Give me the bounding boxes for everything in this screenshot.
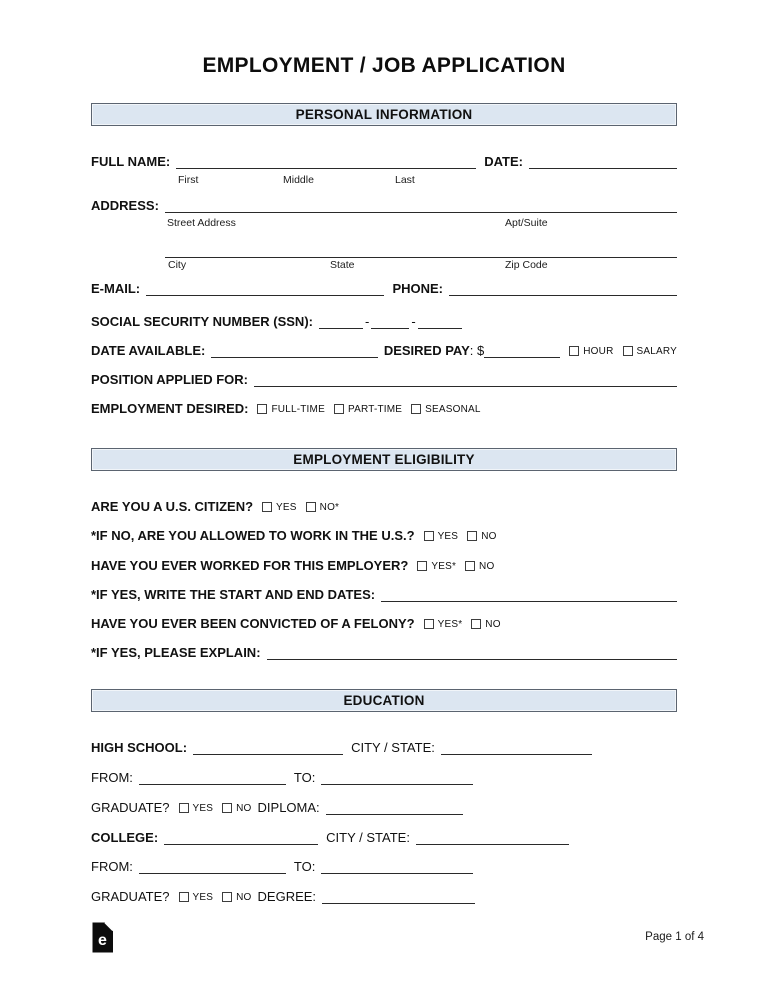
start-end-dates-label: *IF YES, WRITE THE START AND END DATES: xyxy=(91,587,376,602)
worked-yes-checkbox[interactable] xyxy=(417,561,427,571)
full-time-option-label: FULL-TIME xyxy=(271,404,325,415)
college-city-state-input-line[interactable] xyxy=(416,831,569,845)
eforms-document-logo-icon xyxy=(91,922,114,953)
high-school-graduate-yes-option-label: YES xyxy=(192,803,214,814)
high-school-graduate-no-option-label: NO xyxy=(236,803,252,814)
section-header-personal-information: PERSONAL INFORMATION xyxy=(91,103,677,126)
citizen-yes-checkbox[interactable] xyxy=(262,502,272,512)
citizen-no-checkbox[interactable] xyxy=(306,502,316,512)
page-title: EMPLOYMENT / JOB APPLICATION xyxy=(202,54,566,77)
section-header-employment-eligibility: EMPLOYMENT ELIGIBILITY xyxy=(91,448,677,471)
degree-input-line[interactable] xyxy=(322,890,475,904)
allowed-no-option-label: NO xyxy=(481,531,497,542)
college-graduate-no-option-label: NO xyxy=(236,892,252,903)
street-address-input-line[interactable] xyxy=(165,199,677,213)
college-from-label: FROM: xyxy=(91,859,133,874)
college-graduate-no-checkbox[interactable] xyxy=(222,892,232,902)
high-school-graduate-no-checkbox[interactable] xyxy=(222,803,232,813)
worked-no-option-label: NO xyxy=(479,561,495,572)
employment-part-time-checkbox[interactable] xyxy=(334,404,344,414)
seasonal-option-label: SEASONAL xyxy=(425,404,481,415)
high-school-city-state-label: CITY / STATE: xyxy=(351,740,435,755)
pay-hour-checkbox[interactable] xyxy=(569,346,579,356)
high-school-city-state-input-line[interactable] xyxy=(441,741,592,755)
date-available-label: DATE AVAILABLE: xyxy=(91,343,206,358)
employment-desired-label: EMPLOYMENT DESIRED: xyxy=(91,401,249,416)
position-applied-for-label: POSITION APPLIED FOR: xyxy=(91,372,248,387)
felony-no-option-label: NO xyxy=(485,619,501,630)
worked-no-checkbox[interactable] xyxy=(465,561,475,571)
zip-code-sublabel: Zip Code xyxy=(505,259,548,271)
pay-salary-option-label: SALARY xyxy=(636,346,677,357)
worked-for-employer-question-label: HAVE YOU EVER WORKED FOR THIS EMPLOYER? xyxy=(91,558,409,573)
svg-text:e: e xyxy=(98,932,107,949)
date-available-input-line[interactable] xyxy=(211,344,377,358)
ssn-part2-input-line[interactable] xyxy=(371,315,409,329)
state-sublabel: State xyxy=(330,259,355,271)
high-school-input-line[interactable] xyxy=(193,741,343,755)
felony-yes-checkbox[interactable] xyxy=(424,619,434,629)
desired-pay-input-line[interactable] xyxy=(484,344,560,358)
ssn-part1-input-line[interactable] xyxy=(319,315,363,329)
high-school-from-input-line[interactable] xyxy=(139,771,286,785)
apt-suite-sublabel: Apt/Suite xyxy=(505,217,548,229)
degree-label: DEGREE: xyxy=(257,889,317,904)
part-time-option-label: PART-TIME xyxy=(347,404,403,415)
desired-pay-prefix: : $ xyxy=(469,343,485,358)
email-input-line[interactable] xyxy=(146,282,384,296)
us-citizen-question-label: ARE YOU A U.S. CITIZEN? xyxy=(91,499,254,514)
ssn-label: SOCIAL SECURITY NUMBER (SSN): xyxy=(91,314,313,329)
allowed-yes-option-label: YES xyxy=(437,531,459,542)
college-from-input-line[interactable] xyxy=(139,860,286,874)
high-school-label: HIGH SCHOOL: xyxy=(91,740,188,755)
address-label: ADDRESS: xyxy=(91,198,159,213)
street-address-sublabel: Street Address xyxy=(167,217,236,229)
name-last-sublabel: Last xyxy=(395,174,415,186)
felony-no-checkbox[interactable] xyxy=(471,619,481,629)
ssn-part3-input-line[interactable] xyxy=(418,315,462,329)
page-indicator: Page 1 of 4 xyxy=(645,931,704,943)
felony-explain-input-line[interactable] xyxy=(267,646,677,660)
high-school-from-label: FROM: xyxy=(91,770,133,785)
phone-label: PHONE: xyxy=(392,281,443,296)
college-to-input-line[interactable] xyxy=(321,860,473,874)
college-label: COLLEGE: xyxy=(91,830,159,845)
employment-seasonal-checkbox[interactable] xyxy=(411,404,421,414)
date-input-line[interactable] xyxy=(529,155,677,169)
full-name-input-line[interactable] xyxy=(176,155,476,169)
name-middle-sublabel: Middle xyxy=(283,174,314,186)
college-city-state-label: CITY / STATE: xyxy=(326,830,410,845)
employment-full-time-checkbox[interactable] xyxy=(257,404,267,414)
date-label: DATE: xyxy=(484,154,523,169)
pay-hour-option-label: HOUR xyxy=(583,346,614,357)
pay-salary-checkbox[interactable] xyxy=(623,346,633,356)
felony-yes-option-label: YES* xyxy=(437,619,463,630)
diploma-label: DIPLOMA: xyxy=(257,800,320,815)
phone-input-line[interactable] xyxy=(449,282,677,296)
ssn-separator: - xyxy=(411,314,416,329)
diploma-input-line[interactable] xyxy=(326,801,463,815)
start-end-dates-input-line[interactable] xyxy=(381,588,677,602)
position-applied-for-input-line[interactable] xyxy=(254,373,677,387)
high-school-graduate-label: GRADUATE? xyxy=(91,800,170,815)
college-graduate-label: GRADUATE? xyxy=(91,889,170,904)
allowed-no-checkbox[interactable] xyxy=(467,531,477,541)
college-input-line[interactable] xyxy=(164,831,318,845)
email-label: E-MAIL: xyxy=(91,281,141,296)
ssn-separator: - xyxy=(364,314,370,329)
high-school-to-label: TO: xyxy=(293,770,316,785)
section-header-education: EDUCATION xyxy=(91,689,677,712)
felony-question-label: HAVE YOU EVER BEEN CONVICTED OF A FELONY? xyxy=(91,616,415,631)
name-first-sublabel: First xyxy=(178,174,199,186)
high-school-to-input-line[interactable] xyxy=(321,771,473,785)
college-to-label: TO: xyxy=(293,859,316,874)
allowed-yes-checkbox[interactable] xyxy=(424,531,434,541)
city-state-zip-input-line[interactable] xyxy=(165,244,677,258)
desired-pay-label: DESIRED PAY xyxy=(383,343,470,358)
city-sublabel: City xyxy=(168,259,187,271)
high-school-graduate-yes-checkbox[interactable] xyxy=(179,803,189,813)
college-graduate-yes-checkbox[interactable] xyxy=(179,892,189,902)
worked-yes-option-label: YES* xyxy=(431,561,457,572)
college-graduate-yes-option-label: YES xyxy=(192,892,214,903)
allowed-to-work-question-label: *IF NO, ARE YOU ALLOWED TO WORK IN THE U.S.? xyxy=(91,528,415,543)
felony-explain-label: *IF YES, PLEASE EXPLAIN: xyxy=(91,645,261,660)
citizen-no-option-label: NO* xyxy=(319,502,340,513)
full-name-label: FULL NAME: xyxy=(91,154,171,169)
citizen-yes-option-label: YES xyxy=(276,502,297,513)
